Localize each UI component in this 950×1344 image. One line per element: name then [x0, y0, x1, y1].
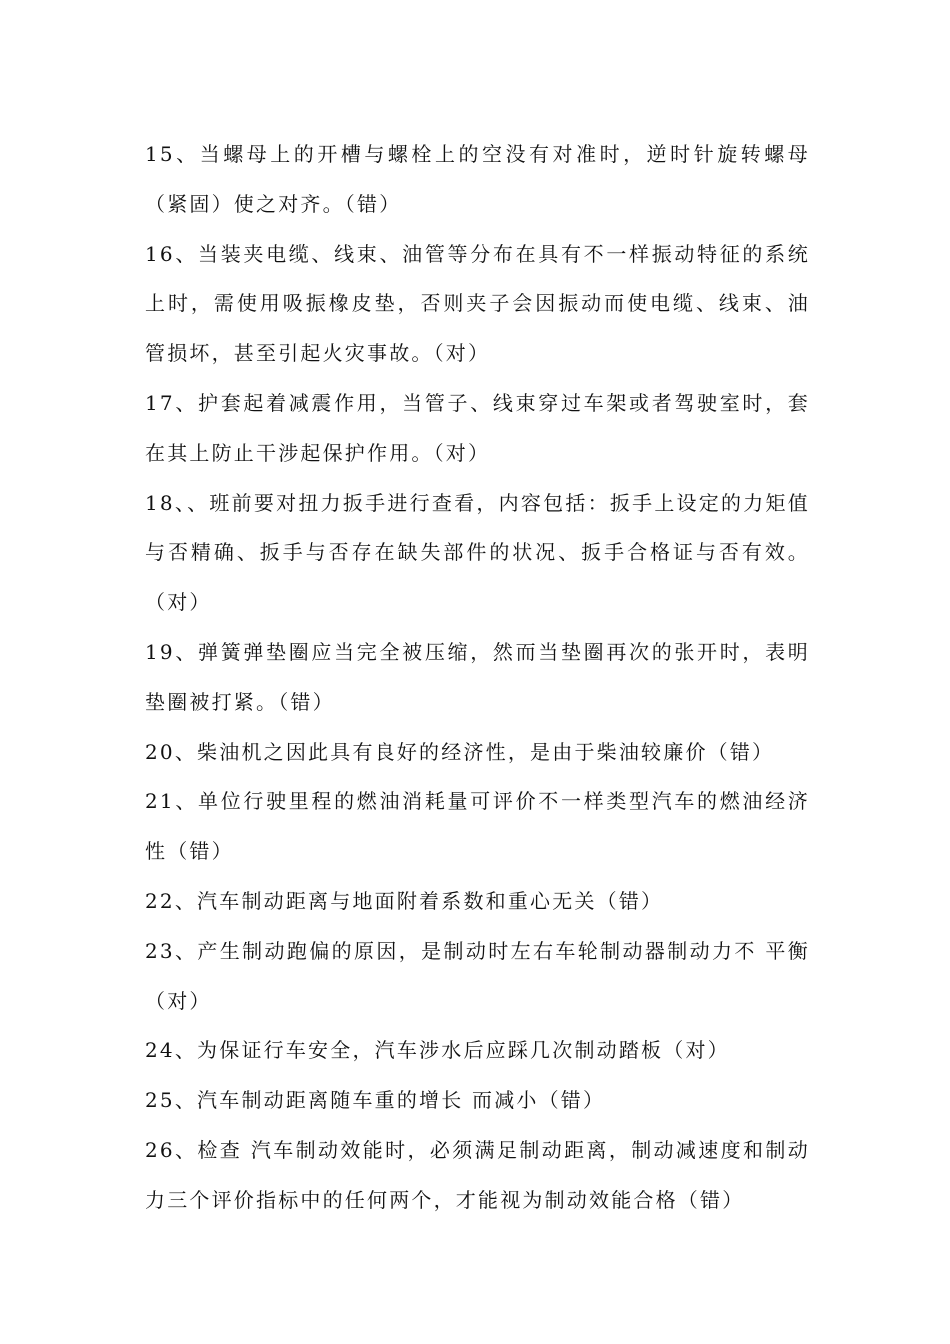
- question-item-15: 15、当螺母上的开槽与螺栓上的空没有对准时，逆时针旋转螺母（紧固）使之对齐。（错）: [145, 142, 810, 216]
- question-item-22: 22、汽车制动距离与地面附着系数和重心无关（错）: [145, 888, 664, 913]
- question-item-16: 16、当装夹电缆、线束、油管等分布在具有不一样振动特征的系统上时，需使用吸振橡皮垫，否则夹子会因振动而使电缆、线束、油管损坏，甚至引起火灾事故。（对）: [145, 241, 810, 366]
- question-item-23: 23、产生制动跑偏的原因，是制动时左右车轮制动器制动力不 平衡（对）: [145, 938, 810, 1013]
- document-body: [145, 130, 810, 1226]
- question-item-24: 24、为保证行车安全，汽车涉水后应踩几次制动踏板（对）: [145, 1038, 730, 1063]
- question-item-26: 26、检查 汽车制动效能时，必须满足制动距离，制动减速度和制动力三个评价指标中的任何两个，才能视为制动效能合格（错）: [145, 1137, 810, 1212]
- question-item-18: 18、、班前要对扭力扳手进行查看，内容包括：扳手上设定的力矩值与否精确、扳手与否存在缺失部件的状况、扳手合格证与否有效。（对）: [145, 490, 810, 615]
- question-item-20: 20、柴油机之因此具有良好的经济性，是由于柴油较廉价（错）: [145, 739, 775, 764]
- question-item-17: 17、护套起着减震作用，当管子、线束穿过车架或者驾驶室时，套在其上防止干涉起保护作用。（对）: [145, 390, 810, 465]
- question-item-21: 21、单位行驶里程的燃油消耗量可评价不一样类型汽车的燃油经济性（错）: [145, 789, 810, 864]
- question-item-19: 19、弹簧弹垫圈应当完全被压缩，然而当垫圈再次的张开时，表明垫圈被打紧。（错）: [145, 639, 810, 714]
- question-item-25: 25、汽车制动距离随车重的增长 而减小（错）: [145, 1088, 606, 1113]
